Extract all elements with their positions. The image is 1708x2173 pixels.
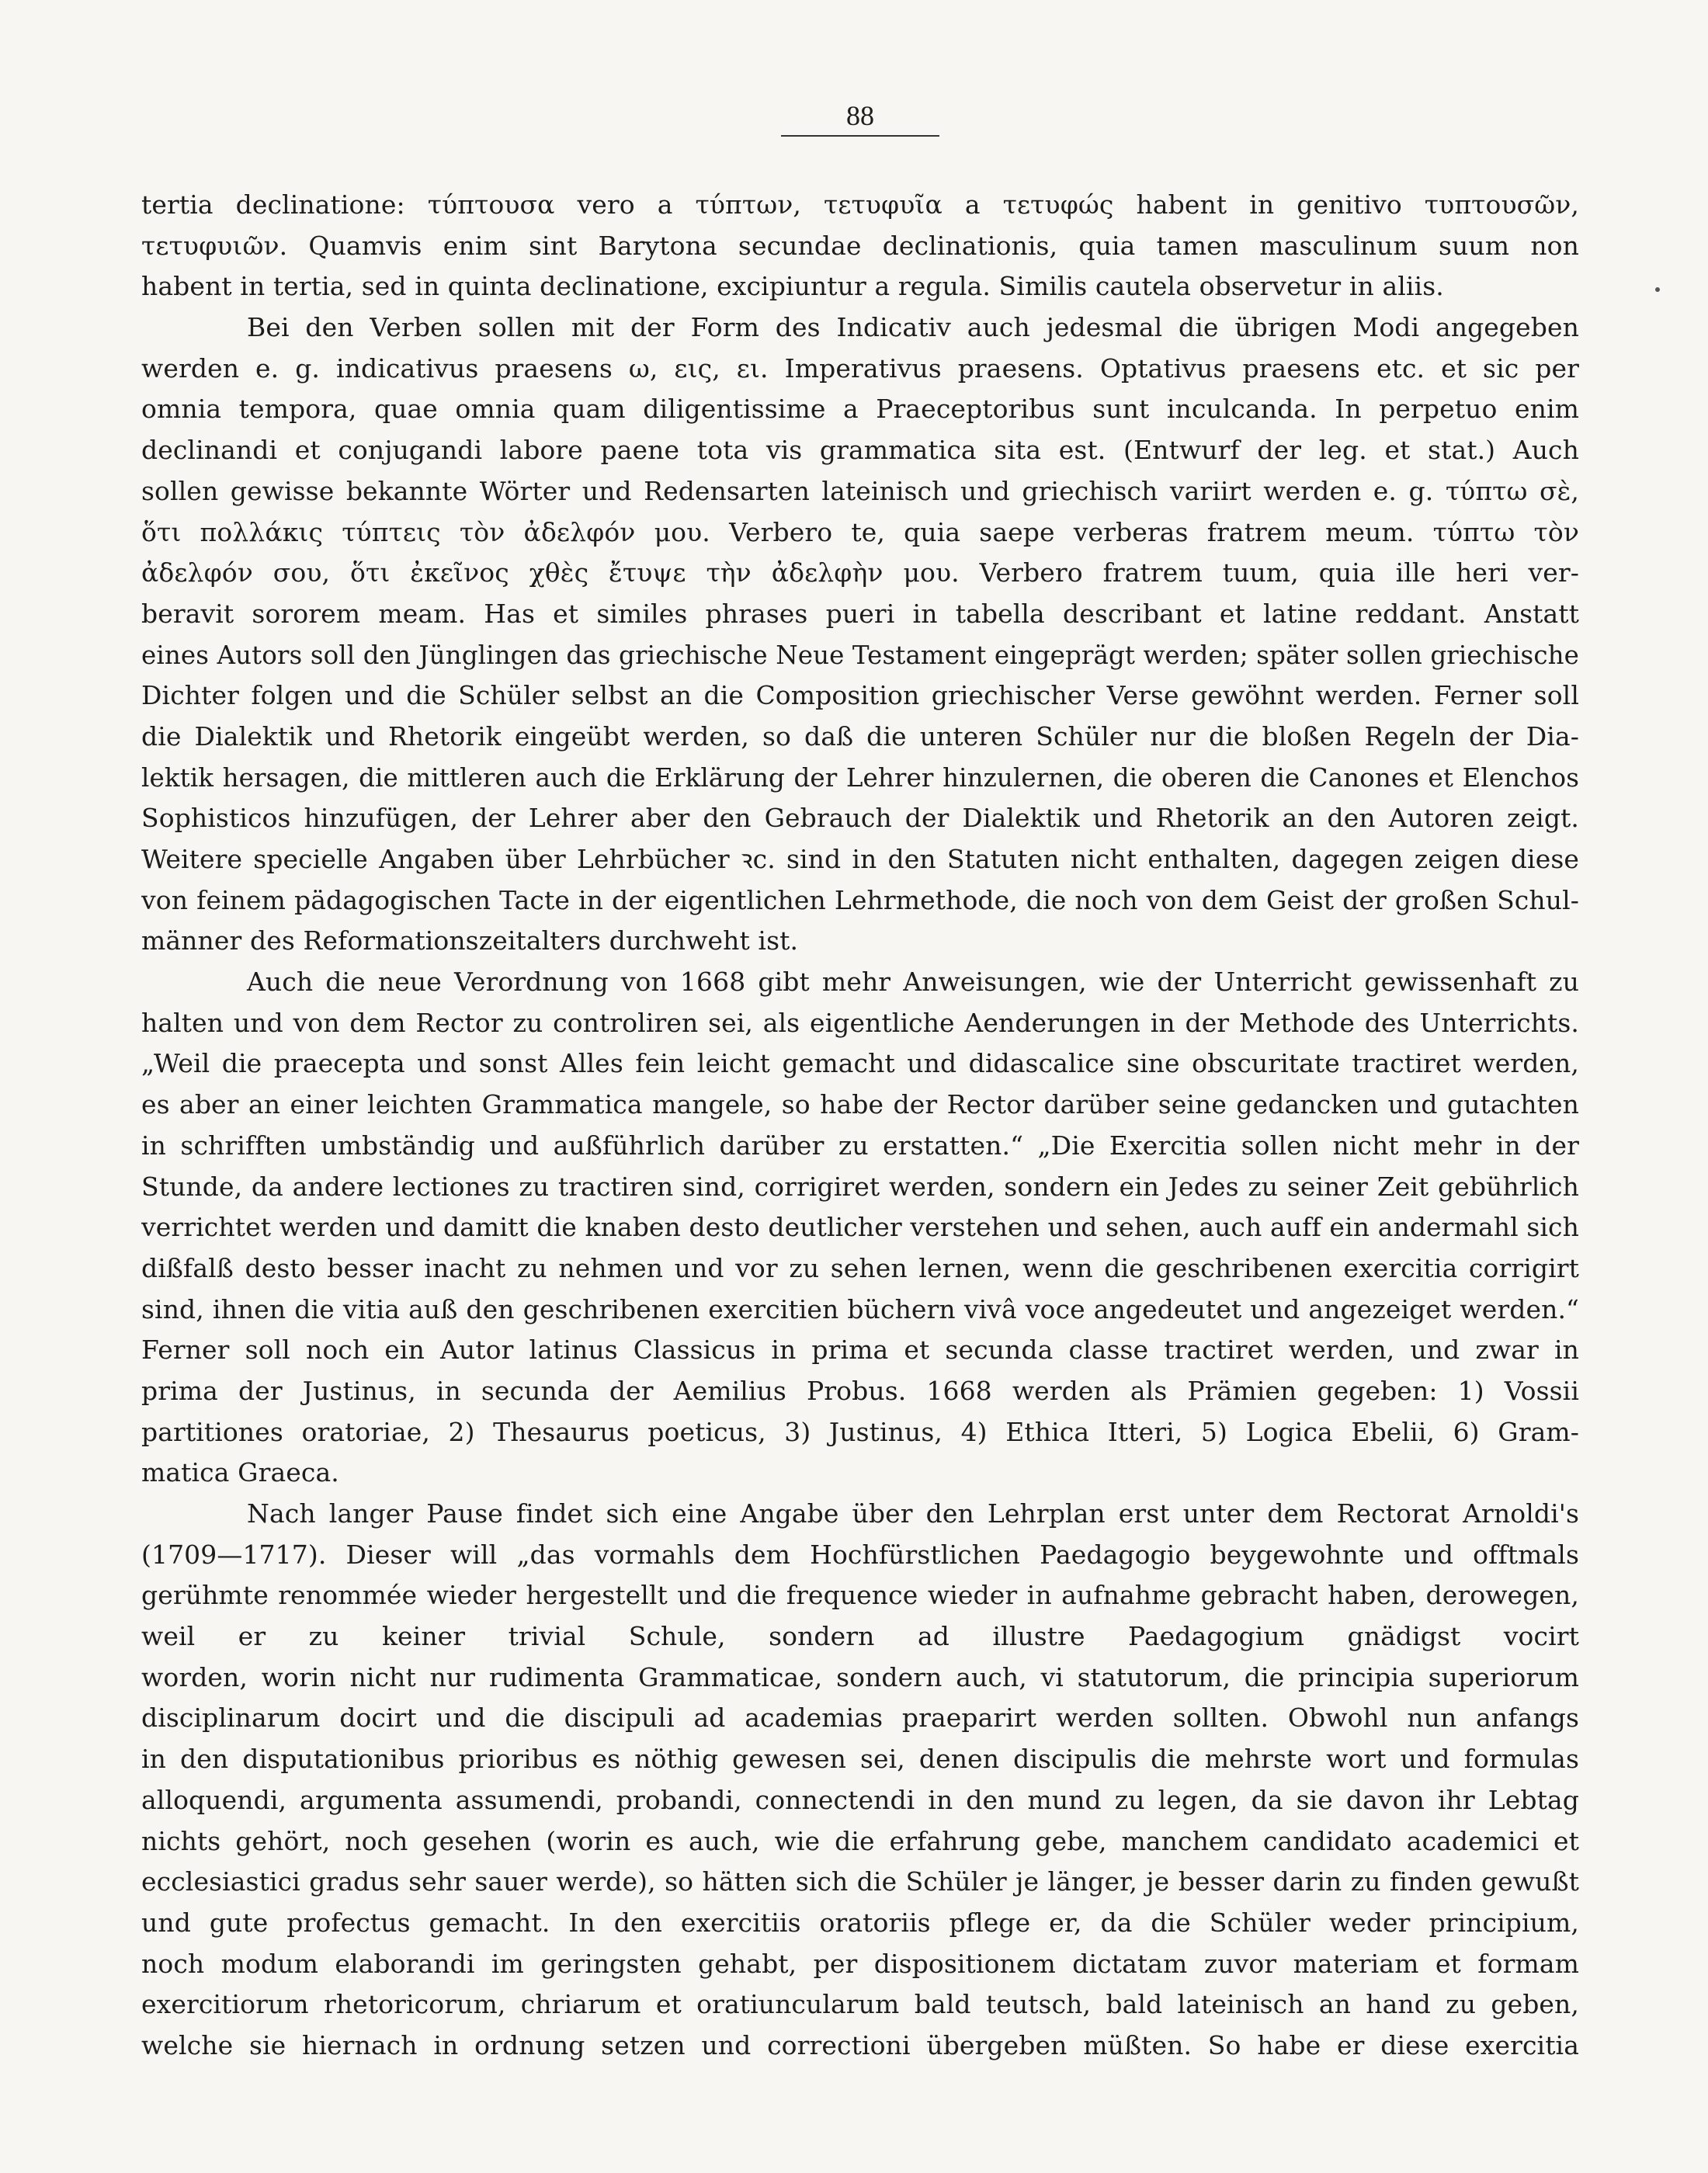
text-line: Weitere specielle Angaben über Lehrbücher ꝛc. sind in den Statuten nicht enthalten, dagegen zeigen diese (141, 844, 1579, 874)
text-line: ἀδελφόν σου, ὅτι ἐκεῖνος χθὲς ἔτυψε τὴν ἀδελφὴν μου. Verbero fratrem tuum, quia ille heri ver- (141, 557, 1579, 588)
text-line: eines Autors soll den Jünglingen das griechische Neue Testament eingeprägt werden; später sollen griechische (141, 640, 1579, 670)
text-line: Stunde, da andere lectiones zu tractiren sind, corrigiret werden, sondern ein Jedes zu seiner Zeit gebührlich (141, 1171, 1579, 1202)
text-line: Sophisticos hinzufügen, der Lehrer aber den Gebrauch der Dialektik und Rhetorik an den Autoren zeigt. (141, 803, 1579, 834)
text-line: männer des Reformationszeitalters durchweht ist. (141, 925, 799, 956)
text-line: ὅτι πολλάκις τύπτεις τὸν ἀδελφόν μου. Verbero te, quia saepe verberas fratrem meum. τύπτω τὸν (141, 516, 1579, 547)
text-line: declinandi et conjugandi labore paene tota vis grammatica sita est. (Entwurf der leg. et stat.) Auch (141, 435, 1579, 466)
page-number-rule (781, 135, 939, 137)
text-line: werden e. g. indicativus praesens ω, εις, ει. Imperativus praesens. Optativus praesens etc. et sic per (141, 352, 1579, 384)
text-line: Nach langer Pause findet sich eine Angabe über den Lehrplan erst unter dem Rectorat Arnoldi's (247, 1498, 1579, 1529)
text-line: alloquendi, argumenta assumendi, probandi, connectendi in den mund zu legen, da sie davon ihr Lebtag (141, 1784, 1579, 1815)
text-line: lektik hersagen, die mittleren auch die Erklärung der Lehrer hinzulernen, die oberen die Canones et Elenchos (141, 762, 1579, 793)
text-line: es aber an einer leichten Grammatica mangele, so habe der Rector darüber seine gedancken und gutachten (141, 1089, 1579, 1120)
text-line: sind, ihnen die vitia auß den geschribenen exercitien büchern vivâ voce angedeutet und angezeiget werden.“ (141, 1293, 1579, 1324)
text-line: „Weil die praecepta und sonst Alles fein leicht gemacht und didascalice sine obscuritate tractiret werden, (141, 1048, 1579, 1079)
text-line: prima der Justinus, in secunda der Aemilius Probus. 1668 werden als Prämien gegeben: 1) Vossii (141, 1375, 1579, 1406)
page-number: 88 (846, 100, 874, 131)
text-line: exercitiorum rhetoricorum, chriarum et oratiuncularum bald teutsch, bald lateinisch an hand zu geben, (141, 1989, 1579, 2020)
text-line (141, 2067, 1579, 2108)
text-line: halten und von dem Rector zu controliren sei, als eigentliche Aenderungen in der Methode des Unterrichts. (141, 1007, 1579, 1038)
text-line: Auch die neue Verordnung von 1668 gibt mehr Anweisungen, wie der Unterricht gewissenhaft zu (247, 967, 1579, 998)
text-line: Bei den Verben sollen mit der Form des Indicativ auch jedesmal die übrigen Modi angegeben (247, 312, 1579, 343)
text-line: ecclesiastici gradus sehr sauer werde), so hätten sich die Schüler je länger, je besser darin zu finden gewußt (141, 1866, 1579, 1897)
text-line: omnia tempora, quae omnia quam diligentissime a Praeceptoribus sunt inculcanda. In perpetuo enim (141, 394, 1579, 425)
body-text (141, 185, 1579, 2107)
text-line: weil er zu keiner trivial Schule, sondern ad illustre Paedagogium gnädigst vocirt (141, 1621, 1579, 1652)
text-line: welche sie hiernach in ordnung setzen und correctioni übergeben müßten. So habe er diese exercitia (141, 2029, 1579, 2060)
text-line: von feinem pädagogischen Tacte in der eigentlichen Lehrmethode, die noch von dem Geist der großen Schul- (141, 884, 1579, 915)
text-line: matica Graeca. (141, 1457, 339, 1488)
text-line: (1709—1717). Dieser will „das vormahls dem Hochfürstlichen Paedagogio beygewohnte und offtmals (141, 1539, 1579, 1570)
text-line: habent in tertia, sed in quinta declinatione, excipiuntur a regula. Similis cautela observetur in aliis. (141, 271, 1444, 302)
text-line: die Dialektik und Rhetorik eingeübt werden, so daß die unteren Schüler nur die bloßen Regeln der Dia- (141, 720, 1579, 752)
text-line: partitiones oratoriae, 2) Thesaurus poeticus, 3) Justinus, 4) Ethica Itteri, 5) Logica Ebelii, 6) Gram- (141, 1416, 1579, 1447)
text-line: nichts gehört, noch gesehen (worin es auch, wie die erfahrung gebe, manchem candidato academici et (141, 1825, 1579, 1856)
text-line: worden, worin nicht nur rudimenta Grammaticae, sondern auch, vi statutorum, die principia superiorum (141, 1661, 1579, 1692)
text-line: dißfalß desto besser inacht zu nehmen und vor zu sehen lernen, wenn die geschribenen exercitia corrigirt (141, 1252, 1579, 1283)
text-line: beravit sororem meam. Has et similes phrases pueri in tabella describant et latine reddant. Anstatt (141, 598, 1579, 629)
text-line: noch modum elaborandi im geringsten gehabt, per dispositionem dictatam zuvor materiam et formam (141, 1948, 1579, 1979)
text-line: gerühmte renommée wieder hergestellt und die frequence wieder in aufnahme gebracht haben, derowegen, (141, 1580, 1579, 1611)
text-line: sollen gewisse bekannte Wörter und Redensarten lateinisch und griechisch variirt werden e. g. τύπτω σὲ, (141, 475, 1579, 506)
text-line: in den disputationibus prioribus es nöthig gewesen sei, denen discipulis die mehrste wort und formulas (141, 1744, 1579, 1775)
text-line: in schrifften umbständig und außführlich darüber zu erstatten.“ „Die Exercitia sollen nicht mehr in der (141, 1130, 1579, 1161)
text-line: tertia declinatione: τύπτουσα vero a τύπτων, τετυφυῖα a τετυφώς habent in genitivo τυπτουσῶν, (141, 189, 1579, 220)
text-line: Dichter folgen und die Schüler selbst an die Composition griechischer Verse gewöhnt werden. Ferner soll (141, 680, 1579, 711)
text-line: Ferner soll noch ein Autor latinus Classicus in prima et secunda classe tractiret werden, und zwar in (141, 1335, 1579, 1366)
text-line: verrichtet werden und damitt die knaben desto deutlicher verstehen und sehen, auch auff ein andermahl sich (141, 1212, 1579, 1243)
text-line: und gute profectus gemacht. In den exercitiis oratoriis pflege er, da die Schüler weder principium, (141, 1907, 1579, 1938)
text-line: disciplinarum docirt und die discipuli ad academias praeparirt werden sollten. Obwohl nun anfangs (141, 1703, 1579, 1734)
margin-speck (1655, 287, 1660, 292)
text-line: τετυφυιῶν. Quamvis enim sint Barytona secundae declinationis, quia tamen masculinum suum non (141, 230, 1579, 261)
